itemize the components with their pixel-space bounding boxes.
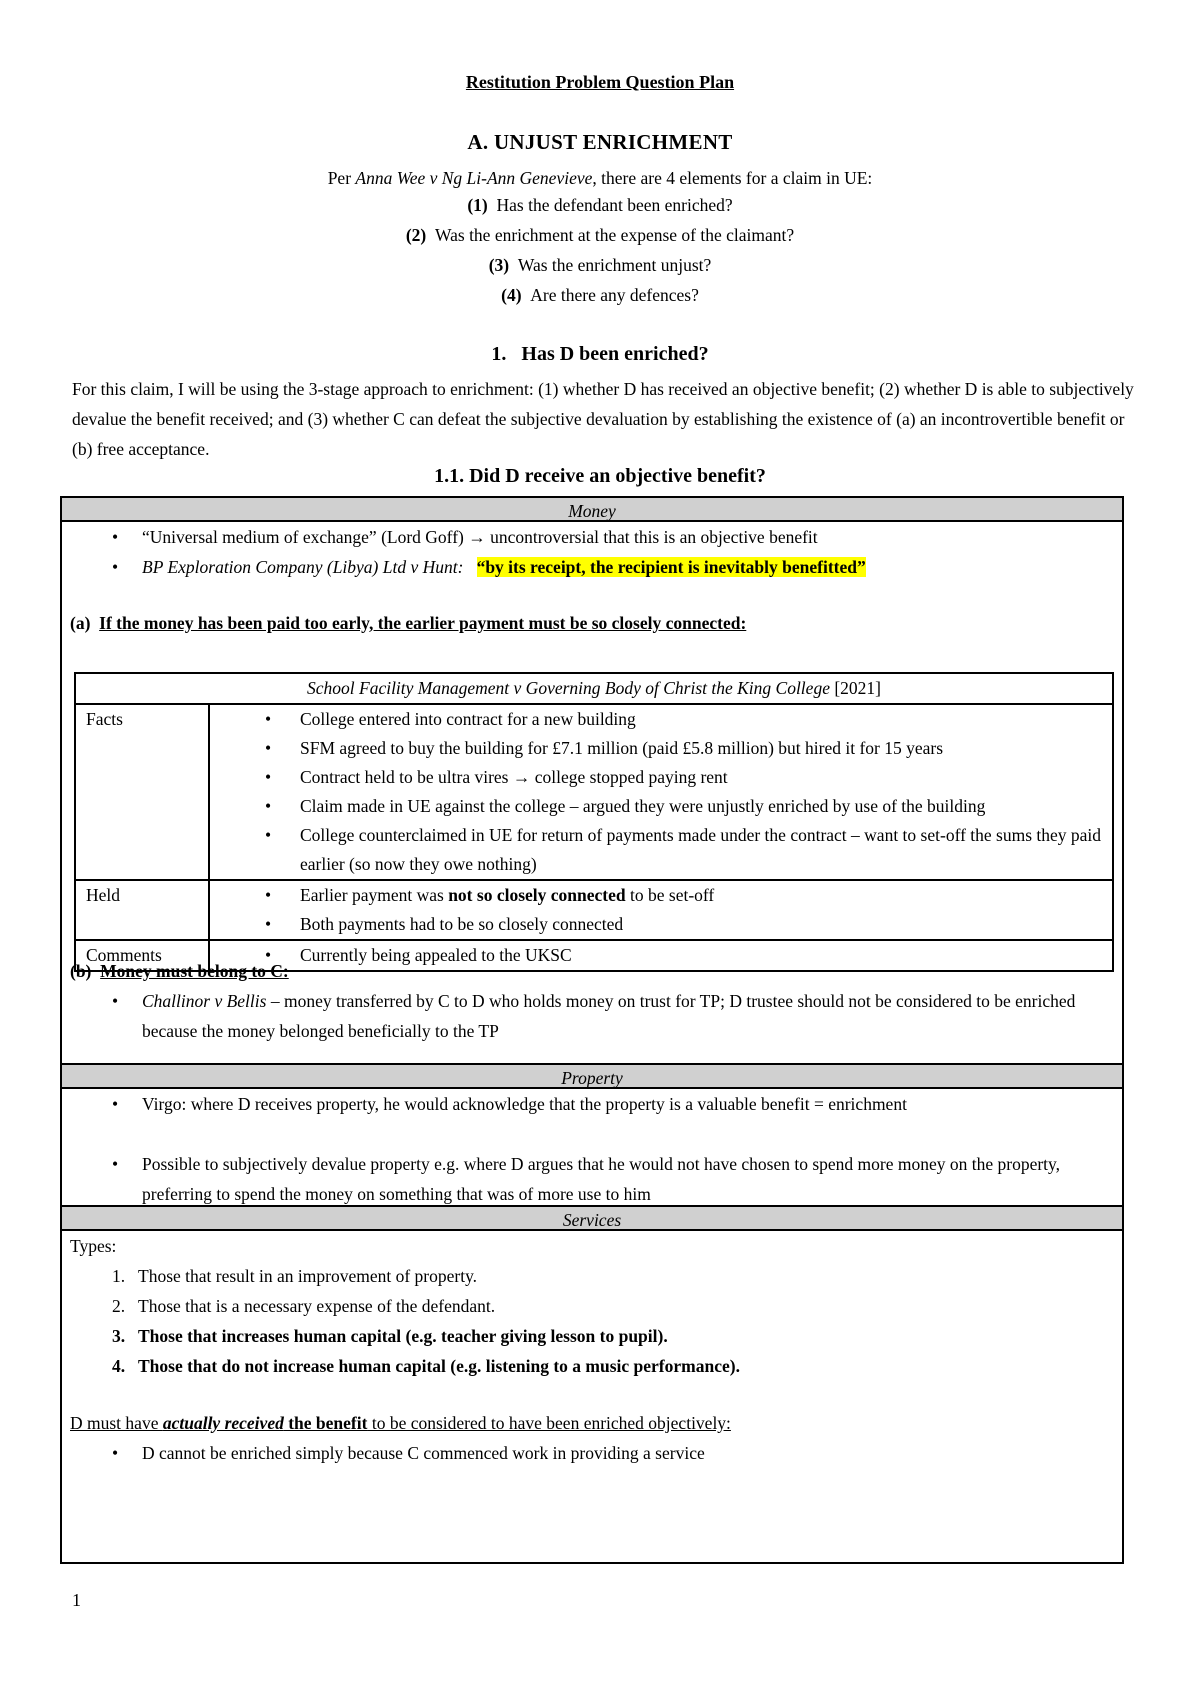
highlighted-quote: “by its receipt, the recipient is inevitably benefitted” bbox=[476, 557, 866, 577]
bullet-text: Possible to subjectively devalue property e.g. where D argues that he would not have chosen to spend more money on the property, preferring to spend the money on something that was of more use to him bbox=[142, 1154, 1061, 1204]
rule-emphasis: actually received bbox=[162, 1413, 284, 1433]
case-year: [2021] bbox=[829, 678, 881, 698]
fact-item: • College counterclaimed in UE for return of payments made under the contract – want to set-off the sums they paid earlier (so now they owe nothing) bbox=[220, 821, 1102, 879]
services-rule bbox=[70, 1408, 1110, 1438]
subpoint-label: (b) bbox=[70, 961, 92, 981]
held-text: to be set-off bbox=[625, 885, 715, 905]
money-subpoint-a bbox=[70, 608, 1110, 638]
element-text: Was the enrichment unjust? bbox=[517, 255, 712, 275]
services-bullet bbox=[112, 1438, 1112, 1468]
bullet-icon: • bbox=[112, 1443, 119, 1463]
facts-label: Facts bbox=[75, 704, 209, 880]
subpoint-text: Money must belong to C: bbox=[100, 961, 289, 981]
document-title: Restitution Problem Question Plan bbox=[465, 72, 735, 92]
money-subpoint-b bbox=[70, 956, 1110, 986]
type-text: Those that result in an improvement of property. bbox=[138, 1266, 478, 1286]
type-item bbox=[112, 1351, 1112, 1381]
element-item bbox=[0, 220, 1200, 250]
fact-item: • SFM agreed to buy the building for £7.1 million (paid £5.8 million) but hired it for 15 years bbox=[220, 734, 1102, 763]
property-header: Property bbox=[62, 1063, 1122, 1089]
money-bullet bbox=[112, 522, 1112, 552]
comment-item: • Currently being appealed to the UKSC bbox=[220, 941, 1102, 970]
type-item bbox=[112, 1261, 1112, 1291]
fact-item: • College entered into contract for a new building bbox=[220, 705, 1102, 734]
held-item: • Both payments had to be so closely connected bbox=[220, 910, 1102, 939]
money-bullet bbox=[112, 552, 1112, 582]
case-name: School Facility Management v Governing Body of Christ the King College bbox=[307, 678, 830, 698]
case-name: Challinor v Bellis bbox=[142, 991, 267, 1011]
intro-case-name: Anna Wee v Ng Li-Ann Genevieve bbox=[355, 168, 593, 188]
fact-item: • Contract held to be ultra vires → college stopped paying rent bbox=[220, 763, 1102, 792]
type-number: 3. bbox=[112, 1326, 126, 1346]
bullet-icon: • bbox=[112, 527, 119, 547]
element-text: Are there any defences? bbox=[530, 285, 699, 305]
fact-item: • Claim made in UE against the college – argued they were unjustly enriched by use of the building bbox=[220, 792, 1102, 821]
rule-text: to be considered to have been enriched objectively: bbox=[367, 1413, 731, 1433]
subpoint-label: (a) bbox=[70, 613, 91, 633]
element-number: (3) bbox=[488, 255, 510, 275]
held-label: Held bbox=[75, 880, 209, 940]
held-cell bbox=[209, 880, 1113, 940]
services-types-list bbox=[112, 1261, 1112, 1381]
type-text: Those that increases human capital (e.g. teacher giving lesson to pupil). bbox=[138, 1326, 668, 1346]
type-item bbox=[112, 1321, 1112, 1351]
money-b-bullet bbox=[112, 986, 1112, 1046]
case-name: BP Exploration Company (Libya) Ltd v Hunt: bbox=[142, 557, 464, 577]
bullet-icon: • bbox=[112, 1094, 119, 1114]
held-item bbox=[220, 881, 1102, 910]
element-number: (4) bbox=[501, 285, 522, 305]
bullet-text: D cannot be enriched simply because C commenced work in providing a service bbox=[142, 1443, 705, 1463]
property-bullet bbox=[112, 1149, 1112, 1209]
benefit-table bbox=[60, 496, 1124, 1564]
type-text: Those that is a necessary expense of the defendant. bbox=[138, 1296, 496, 1316]
services-types-label: Types: bbox=[70, 1236, 117, 1256]
bullet-text: Virgo: where D receives property, he would acknowledge that the property is a valuable benefit = enrichment bbox=[142, 1094, 907, 1114]
element-text: Was the enrichment at the expense of the claimant? bbox=[435, 225, 795, 245]
arrow-icon: → bbox=[468, 527, 486, 547]
type-number: 2. bbox=[112, 1296, 126, 1316]
question-1-heading: 1. Has D been enriched? bbox=[491, 343, 709, 365]
section-a-intro bbox=[0, 163, 1200, 193]
rule-text: D must have bbox=[70, 1413, 163, 1433]
elements-list bbox=[0, 190, 1200, 310]
case-title bbox=[75, 673, 1113, 704]
facts-cell bbox=[209, 704, 1113, 880]
section-a-heading: A. UNJUST ENRICHMENT bbox=[467, 130, 733, 154]
money-header: Money bbox=[62, 496, 1122, 522]
type-number: 4. bbox=[112, 1356, 126, 1376]
element-item bbox=[0, 190, 1200, 220]
property-bullet bbox=[112, 1089, 1112, 1119]
rule-bold: the benefit bbox=[283, 1413, 368, 1433]
element-item bbox=[0, 280, 1200, 310]
objective-benefit-heading: 1.1. Did D receive an objective benefit? bbox=[434, 465, 766, 487]
bullet-icon: • bbox=[112, 1154, 119, 1174]
element-number: (2) bbox=[405, 225, 427, 245]
bullet-icon: • bbox=[112, 991, 119, 1011]
held-text: Earlier payment was bbox=[300, 885, 449, 905]
bullet-text: “Universal medium of exchange” (Lord Goff) bbox=[142, 527, 469, 547]
bullet-icon: • bbox=[112, 557, 119, 577]
held-emphasis: not so closely connected bbox=[448, 885, 626, 905]
subpoint-text: If the money has been paid too early, the earlier payment must be so closely connected: bbox=[99, 613, 747, 633]
services-header: Services bbox=[62, 1205, 1122, 1231]
element-text: Has the defendant been enriched? bbox=[496, 195, 733, 215]
comments-label: Comments bbox=[75, 940, 209, 971]
enrichment-approach-paragraph: For this claim, I will be using the 3-stage approach to enrichment: (1) whether D has received an objective benefit; (2) whether D is able to subjectively devalue the benefit received; and (3) whether C can defeat the subjective devaluation by establishing the existence of (a) an incontrovertible benefit or (b) free acceptance. bbox=[72, 379, 1134, 459]
bullet-text: uncontroversial that this is an objective benefit bbox=[485, 527, 818, 547]
element-item bbox=[0, 250, 1200, 280]
intro-suffix: , there are 4 elements for a claim in UE: bbox=[592, 168, 873, 188]
page-number: 1 bbox=[72, 1590, 81, 1610]
type-item bbox=[112, 1291, 1112, 1321]
bullet-text: – money transferred by C to D who holds money on trust for TP; D trustee should not be considered to be enriched because the money belonged beneficially to the TP bbox=[142, 991, 1076, 1041]
element-number: (1) bbox=[467, 195, 488, 215]
type-text: Those that do not increase human capital (e.g. listening to a music performance). bbox=[138, 1356, 740, 1376]
intro-prefix: Per bbox=[327, 168, 356, 188]
case-table bbox=[74, 672, 1114, 972]
type-number: 1. bbox=[112, 1266, 126, 1286]
